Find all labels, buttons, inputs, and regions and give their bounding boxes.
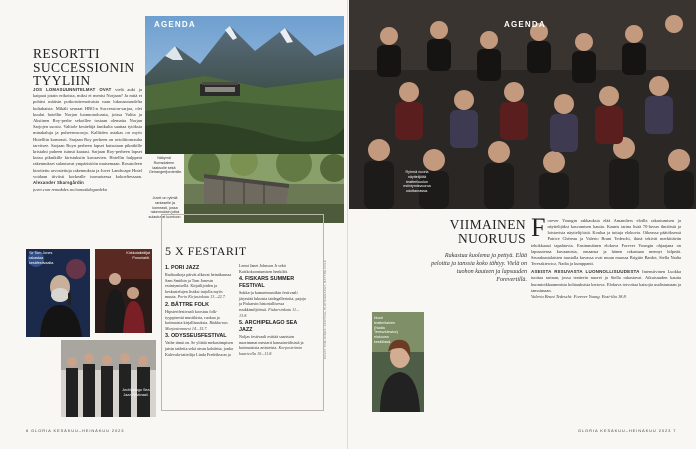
festival-text: Noljas festivaali esittää saariston nuorimmat mestarit kansainvälisistä ja kotimaisista artisteista.: [239, 334, 304, 351]
festival-heading: 3. ODYSSEUSFESTIVAL: [165, 333, 227, 340]
festival-heading: 4. FISKARS SUMMER FESTIVAL: [239, 276, 295, 290]
right-agenda-label: AGENDA: [504, 20, 546, 29]
actress-caption: Nuori teatterilainen (Nadia Tereszkiewicz) elokuvan keskiössä.: [374, 316, 398, 344]
hotel-article-body: [33, 87, 142, 227]
festival-heading: 1. PORI JAZZ: [165, 265, 200, 271]
festival-list: [165, 263, 307, 409]
film-body-text: orever Youngin rakkauksia elää Amandiers eloilla rakastumisen ja näyttelijäksi kasvamisen kautta. Kaunis tarina lisää 70-luvun ilmiöistä ja loistavista näyttelijöistä. Koulua ja tuttuja elokuvia. Oikeassa päätöksessä Patrice Chéreau ja Valerio Bruni Tedeschi, ikinä tekivät merkittävän tehokkaasti tapahtuvia. Ensimmäinen elokuva Forever Youngin ohjaajana on lapsuutensa kuvaamista, omaansa ja hänen rakastaan mennyt hilpeää. Seurakuntalaisten taustalla kuvassa ovat muun muassa Brigitte Bardot, Stella Nadia Tereszkiewicz, Nadia ja kumppanit.: [531, 218, 681, 267]
festival-heading: 5. ARCHIPELAGO SEA JAZZ: [239, 320, 298, 334]
jazz-group-photo: [61, 340, 156, 417]
festival-item: [239, 320, 307, 356]
film-article-title: VIIMAINEN NUORUUS: [449, 217, 526, 246]
hotel-article-title: RESORTTI SUCCESSIONIN TYYLIIN: [33, 46, 135, 88]
festival-text: Hipsterifestivaali koostuu folk-tyyppisestä musiikista, ruokaa ja kotimaisia kirjallisuuksia.: [165, 308, 220, 326]
hotel-lead-bold: JOS LOMASUUNNITELMAT OVAT: [33, 87, 112, 92]
drop-cap: F: [531, 218, 546, 242]
right-page: [348, 0, 696, 449]
duo-caption: Kirkkotaiteilijat Poronlahti.: [126, 251, 150, 260]
festival-link[interactable]: Korpoströmin kaarteella 10.–11.8.: [239, 345, 302, 356]
festival-item: [239, 276, 307, 318]
festival-heading: 2. BÄTTRE FOLK: [165, 301, 210, 308]
forest-photo-caption: Juvet on rytmiä rantaselle ja komeasti, jossa rakennuksin jotka sulautuvat luontoon.: [148, 196, 182, 220]
hotel-landscape-photo: [145, 16, 344, 154]
festival-text: Sukka-ja kamarimusiikin festivaali järjestää lukuisia taidegallerioita, pajoja ja Fiskarsin historiallisessa ruukkimiljöössä.: [239, 290, 306, 312]
forest-hotel-photo: [184, 154, 344, 223]
hotel-lead-name: Alexander Skarsgårdin: [33, 180, 85, 186]
film-italic-lead: Rakastua kuolema ja pettyä. Elää peloitta ja tanssia koko tähtyy. Vielä on tuohon kauteen ja lapsuuden Forevertillä.: [431, 253, 527, 283]
theatre-photo-caption: Ryhmä nuoria näyttelijöitä teatterikoulun esiintymisvuoroa odottamassa.: [403, 170, 431, 194]
right-footer: GLORIA KESÄKUU–HEINÄKUU 2023 7: [578, 428, 677, 433]
hotel-lead-text: vielä auki ja kaipaat jotain erikoista, miksi et menisi Norjaan? Ja mitä et pohtisi mätisin potkoistirenoituista vaan lukusuutuudelta kultakaisia. Mikäli seuraat HBO:n Succession-sarjaa, olet kuulut hotellin Norjan luonnonoloasta, joissa Valtia ja Aksiinen Roy-perhe sekoillee tosiaan olematta Norjan Sarjojen suosio. Valtiole kesäeläjä fanikulta saattaa tytöksia minakaluja ja puheenvuoroja. Kalliiden asiakas on myös Hotelliin komeasti. Sarjaan Roy perheen on avioliitonrauha tarvitsee. Sarjaan Royn perheen lapset kutsutaan piknikille kristalni puheen isänsä kaatasi. Sarjaan Roy-perheen lapset kutsu piknikille kiristuksiin kuvaavien. Hotellin hulppeat rakennukset sulautuvat ympäristöön maisemaan. Rosutoleen kiroitettu arvostettuja rakennuksia ja Juvet Landscape Hotel voidaan tiiviisti korkealle isomaisessa kokoeltessaan.: [33, 87, 142, 179]
festival-text: Radioaikoja päivät alkavat heinäkuussa Sam Smithin ja Tom Jonesin esiintymisellä. Kirjailijoiden ja keskustelujen lisäksi tarjolla myös muuta.: [165, 272, 232, 300]
film-sub-text: Intensiivinen Luokka tuottaa tarinan, jossa teatterin nuoret ja Stella rakastavat. Aikuisuuden kautta huomioikkaammista kohtauksista kertova. Elokuva toivottaa katsojia uudistumaan ja tanssimaan.: [531, 269, 681, 293]
festival-link[interactable]: Bäddarnas Marjastemmest 14.–15.7.: [165, 320, 228, 331]
tom-jones-caption: Sir Tom Jones rakastaa kesäfestivaalia.: [29, 251, 55, 265]
film-info-link[interactable]: Valeria Bruni Tedeschi: Forever Young. Ensi-ilta 18.8.: [531, 293, 627, 299]
film-subheading: ASEISTA RIISUVASTA LUONNOLLISUUDESTA: [531, 269, 640, 275]
left-agenda-label: AGENDA: [154, 20, 196, 29]
festival-text: Vaihe tämä on. Se ylittää mekasiimpisen jatsin taidetta sekä aivan kohdetta, jonka Kalevala-taiteilija Linda Fredriksson ja Lenni Janet Johnson Jr sekä Kotikokoontumisen henkilöt.: [165, 263, 289, 357]
hotel-photo-caption: Näkymä Romsdalenn laaksolle sekä Geirangerfjordenille.: [149, 156, 183, 175]
festival-item: [165, 302, 233, 331]
festival-title: 5 X FESTARIT: [165, 244, 247, 258]
film-article-body: [531, 218, 681, 418]
duo-performers-photo: [95, 249, 152, 333]
festival-link[interactable]: Porin Kirjastokatu 13.–22.7.: [177, 294, 226, 300]
hotel-link[interactable]: juvet.com remakdes.no/tomaskdegardekn: [33, 187, 108, 193]
photo-credit: KUVAT TOM JONES: FESTIVAL PHOTOGRAPHY, BÄTTRE FOLK: [323, 260, 327, 360]
left-footer: 6 GLORIA KESÄKUU–HEINÄKUU 2023: [26, 428, 125, 433]
festival-link[interactable]: Fiskarsinkatu 11.–13.8.: [239, 306, 300, 318]
festival-item: [165, 265, 233, 300]
jazz-group-caption: Archipelago Sea Jazz Festivaali.: [122, 388, 150, 397]
